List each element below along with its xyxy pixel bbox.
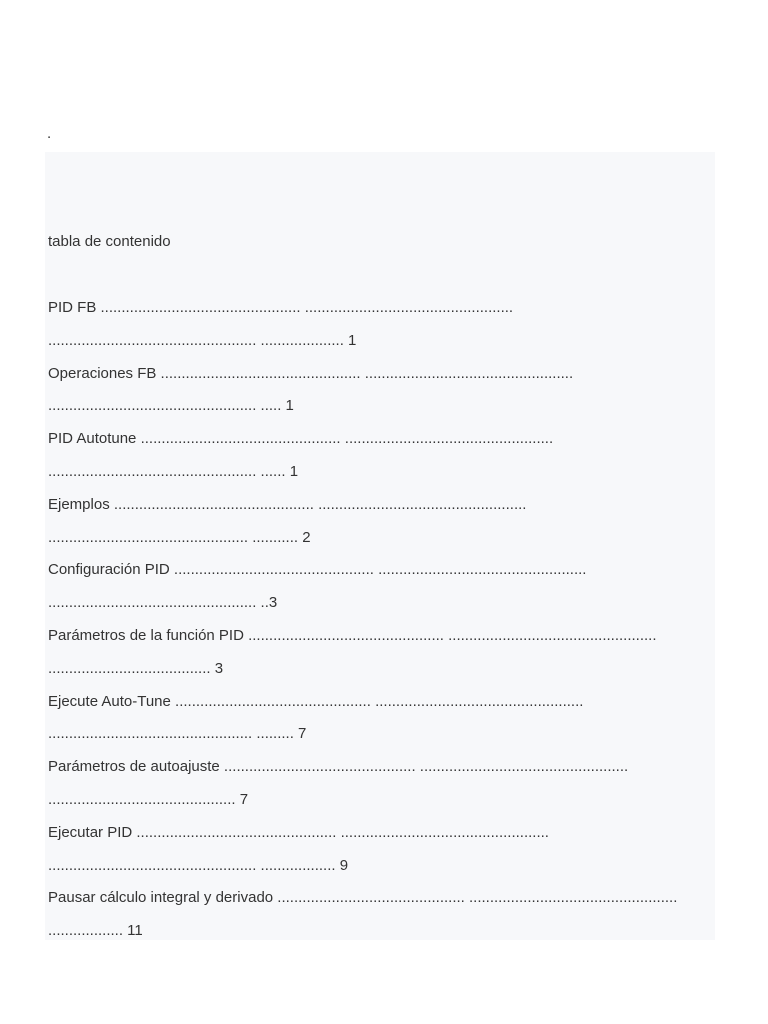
- toc-entry-line[interactable]: Configuración PID ................................................ ..................................................: [48, 561, 587, 579]
- toc-entry-line[interactable]: ............................................. 7: [48, 790, 249, 808]
- table-of-contents-panel: [45, 152, 715, 940]
- toc-entry-line[interactable]: ................................................ ........... 2: [48, 528, 311, 546]
- toc-entry-line[interactable]: .................. 11: [48, 922, 143, 940]
- toc-entry-line[interactable]: Parámetros de la función PID ............................................... ..................................................: [48, 626, 657, 644]
- toc-entry-line[interactable]: Ejemplos ................................................ ..................................................: [48, 495, 527, 513]
- toc-list: [48, 298, 677, 954]
- toc-entry-line[interactable]: Ejecutar PID ................................................ ..................................................: [48, 823, 549, 841]
- toc-heading: tabla de contenido: [48, 233, 171, 250]
- toc-entry-line[interactable]: PID FB ................................................ ..................................................: [48, 299, 514, 316]
- stray-period: .: [47, 125, 52, 142]
- toc-entry-line[interactable]: .................................................. ..3: [48, 594, 278, 612]
- toc-entry-line[interactable]: .................................................. ...... 1: [48, 462, 299, 480]
- toc-entry-line[interactable]: .................................................. ..... 1: [48, 397, 294, 415]
- toc-entry-line[interactable]: ................................................. ......... 7: [48, 725, 307, 743]
- toc-entry-line[interactable]: PID Autotune ................................................ ..................................................: [48, 430, 554, 448]
- toc-entry-line[interactable]: .................................................. .................... 1: [48, 331, 357, 349]
- toc-entry-line[interactable]: Pausar cálculo integral y derivado ............................................. ..................................................: [48, 889, 678, 907]
- toc-entry-line[interactable]: .................................................. .................. 9: [48, 856, 349, 874]
- toc-entry-line[interactable]: Ejecute Auto-Tune ............................................... ..................................................: [48, 692, 584, 710]
- toc-entry-line[interactable]: Operaciones FB ................................................ ..................................................: [48, 364, 574, 382]
- toc-entry-line[interactable]: Parámetros de autoajuste .............................................. ..................................................: [48, 758, 629, 776]
- toc-entry-line[interactable]: ....................................... 3: [48, 659, 224, 677]
